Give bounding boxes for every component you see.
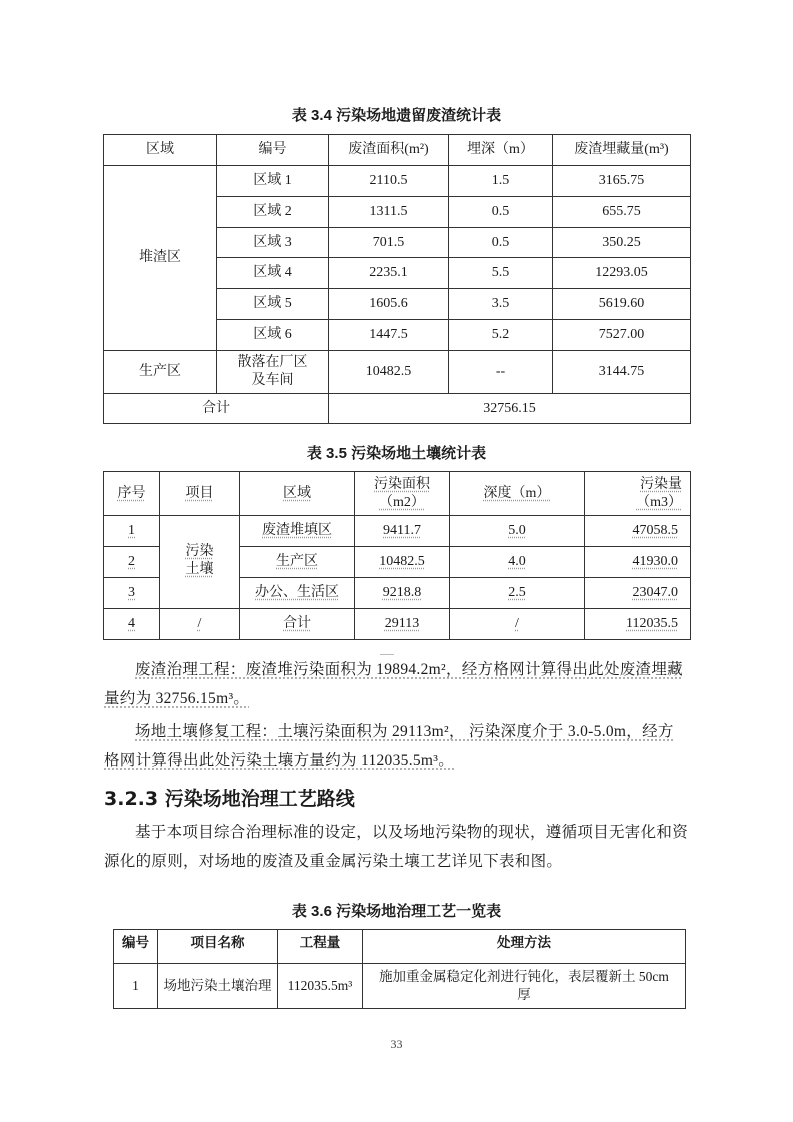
section-heading: 3.2.3 污染场地治理工艺路线 <box>104 788 355 810</box>
table-3-6-caption: 表 3.6 污染场地治理工艺一览表 <box>291 903 502 920</box>
cell-quantity: 112035.5m³ <box>278 964 363 1009</box>
cell-name: 场地污染土壤治理 <box>158 964 278 1009</box>
cell-id-line2: 及车间 <box>251 373 294 388</box>
cell-no: 4 <box>104 609 160 640</box>
cell-region: 合计 <box>240 609 355 640</box>
page-number: 33 <box>390 1037 403 1051</box>
cell-method-line1: 施加重金属稳定化剂进行钝化，表层覆新土 50cm <box>379 969 669 984</box>
table-3-4-caption: 表 3.4 污染场地遗留废渣统计表 <box>291 107 502 124</box>
paragraph-line: 源化的原则，对场地的废渣及重金属污染土壤工艺详见下表和图。 <box>104 853 563 870</box>
cell-area: 9218.8 <box>355 578 450 609</box>
cell-depth: -- <box>449 351 553 394</box>
cell-depth: 2.5 <box>450 578 585 609</box>
header-item: 项目 <box>160 472 240 516</box>
table-3-4 <box>103 134 691 424</box>
cell-area: 29113 <box>355 609 450 640</box>
cell-depth: 0.5 <box>449 197 553 228</box>
total-value: 32756.15 <box>329 394 691 424</box>
cell-id: 区域 2 <box>217 197 329 228</box>
paragraph-waste-treatment <box>104 655 690 713</box>
cell-area: 1311.5 <box>329 197 449 228</box>
header-amount-line1: 污染量 <box>640 476 682 492</box>
cell-amount: 112035.5 <box>585 609 691 640</box>
cell-item: / <box>160 609 240 640</box>
cell-area: 2235.1 <box>329 258 449 289</box>
table-row-production <box>104 351 691 394</box>
cell-no: 2 <box>104 547 160 578</box>
table-total-row <box>104 609 691 640</box>
header-cell: 工程量 <box>278 930 363 964</box>
header-cell: 埋深（m） <box>449 135 553 166</box>
cell-depth: 5.0 <box>450 516 585 547</box>
cell-volume: 3165.75 <box>553 166 691 197</box>
table-row <box>104 166 691 197</box>
header-no: 序号 <box>104 472 160 516</box>
header-depth: 深度（m） <box>450 472 585 516</box>
cell-id: 区域 5 <box>217 289 329 320</box>
table-3-5 <box>103 471 691 640</box>
header-cell: 处理方法 <box>363 930 686 964</box>
cell-id: 区域 6 <box>217 320 329 351</box>
table-row <box>104 516 691 547</box>
cell-depth: 5.5 <box>449 258 553 289</box>
group-cell-production: 生产区 <box>104 351 217 394</box>
header-area-line1: 污染面积 <box>374 476 430 492</box>
cell-volume: 350.25 <box>553 228 691 258</box>
cell-area: 1447.5 <box>329 320 449 351</box>
cell-depth: 5.2 <box>449 320 553 351</box>
table-3-6 <box>113 929 686 1009</box>
paragraph-line: 格网计算得出此处污染土壤方量约为 112035.5m³。 <box>104 752 455 769</box>
cell-depth: 1.5 <box>449 166 553 197</box>
cell-item-line2: 土壤 <box>185 562 214 577</box>
group-cell-dump: 堆渣区 <box>104 166 217 351</box>
header-area <box>355 472 450 516</box>
cell-amount: 47058.5 <box>585 516 691 547</box>
table-header-row <box>104 135 691 166</box>
header-cell: 编号 <box>114 930 158 964</box>
cell-id-line1: 散落在厂区 <box>237 355 308 370</box>
cell-volume: 12293.05 <box>553 258 691 289</box>
header-amount-line2: （m3） <box>636 494 682 510</box>
header-cell: 区域 <box>104 135 217 166</box>
cell-no: 3 <box>104 578 160 609</box>
paragraph-line: 废渣治理工程：废渣堆污染面积为 19894.2m²，经方格网计算得出此处废渣埋藏 <box>135 661 683 678</box>
cell-no: 1 <box>104 516 160 547</box>
header-cell: 废渣埋藏量(m³) <box>553 135 691 166</box>
header-area-line2: （m2） <box>379 494 425 510</box>
cell-volume: 3144.75 <box>553 351 691 394</box>
cell-method <box>363 964 686 1009</box>
cell-area: 701.5 <box>329 228 449 258</box>
cell-area: 2110.5 <box>329 166 449 197</box>
cell-area: 10482.5 <box>329 351 449 394</box>
paragraph-line: 场地土壤修复工程：土壤污染面积为 29113m²， 污染深度介于 3.0-5.0m，经方 <box>135 723 674 740</box>
cell-region: 办公、生活区 <box>240 578 355 609</box>
header-region: 区域 <box>240 472 355 516</box>
cell-method-line2: 厚 <box>517 987 531 1002</box>
header-cell: 编号 <box>217 135 329 166</box>
cell-area: 9411.7 <box>355 516 450 547</box>
cell-id: 区域 1 <box>217 166 329 197</box>
table-header-row <box>104 472 691 516</box>
cell-id: 区域 4 <box>217 258 329 289</box>
header-cell: 项目名称 <box>158 930 278 964</box>
paragraph-line: 基于本项目综合治理标准的设定，以及场地污染物的现状，遵循项目无害化和资 <box>135 824 689 841</box>
cell-no: 1 <box>114 964 158 1009</box>
table-row <box>114 964 686 1009</box>
cell-item-line1: 污染 <box>185 544 214 559</box>
cell-depth: 3.5 <box>449 289 553 320</box>
cell-id <box>217 351 329 394</box>
cell-item <box>160 516 240 609</box>
cell-depth: 4.0 <box>450 547 585 578</box>
header-amount <box>585 472 691 516</box>
paragraph-line: 量约为 32756.15m³。 <box>104 690 250 707</box>
cell-amount: 23047.0 <box>585 578 691 609</box>
cell-area: 10482.5 <box>355 547 450 578</box>
cell-region: 生产区 <box>240 547 355 578</box>
paragraph-soil-remediation <box>104 717 690 775</box>
cell-volume: 5619.60 <box>553 289 691 320</box>
cell-id: 区域 3 <box>217 228 329 258</box>
cell-volume: 655.75 <box>553 197 691 228</box>
total-label: 合计 <box>104 394 329 424</box>
section-body <box>104 818 690 876</box>
cell-area: 1605.6 <box>329 289 449 320</box>
cell-volume: 7527.00 <box>553 320 691 351</box>
cell-amount: 41930.0 <box>585 547 691 578</box>
cell-depth: / <box>450 609 585 640</box>
cell-region: 废渣堆填区 <box>240 516 355 547</box>
table-header-row <box>114 930 686 964</box>
cell-depth: 0.5 <box>449 228 553 258</box>
table-3-5-caption: 表 3.5 污染场地土壤统计表 <box>306 445 487 462</box>
header-cell: 废渣面积(m²) <box>329 135 449 166</box>
table-total-row <box>104 394 691 424</box>
